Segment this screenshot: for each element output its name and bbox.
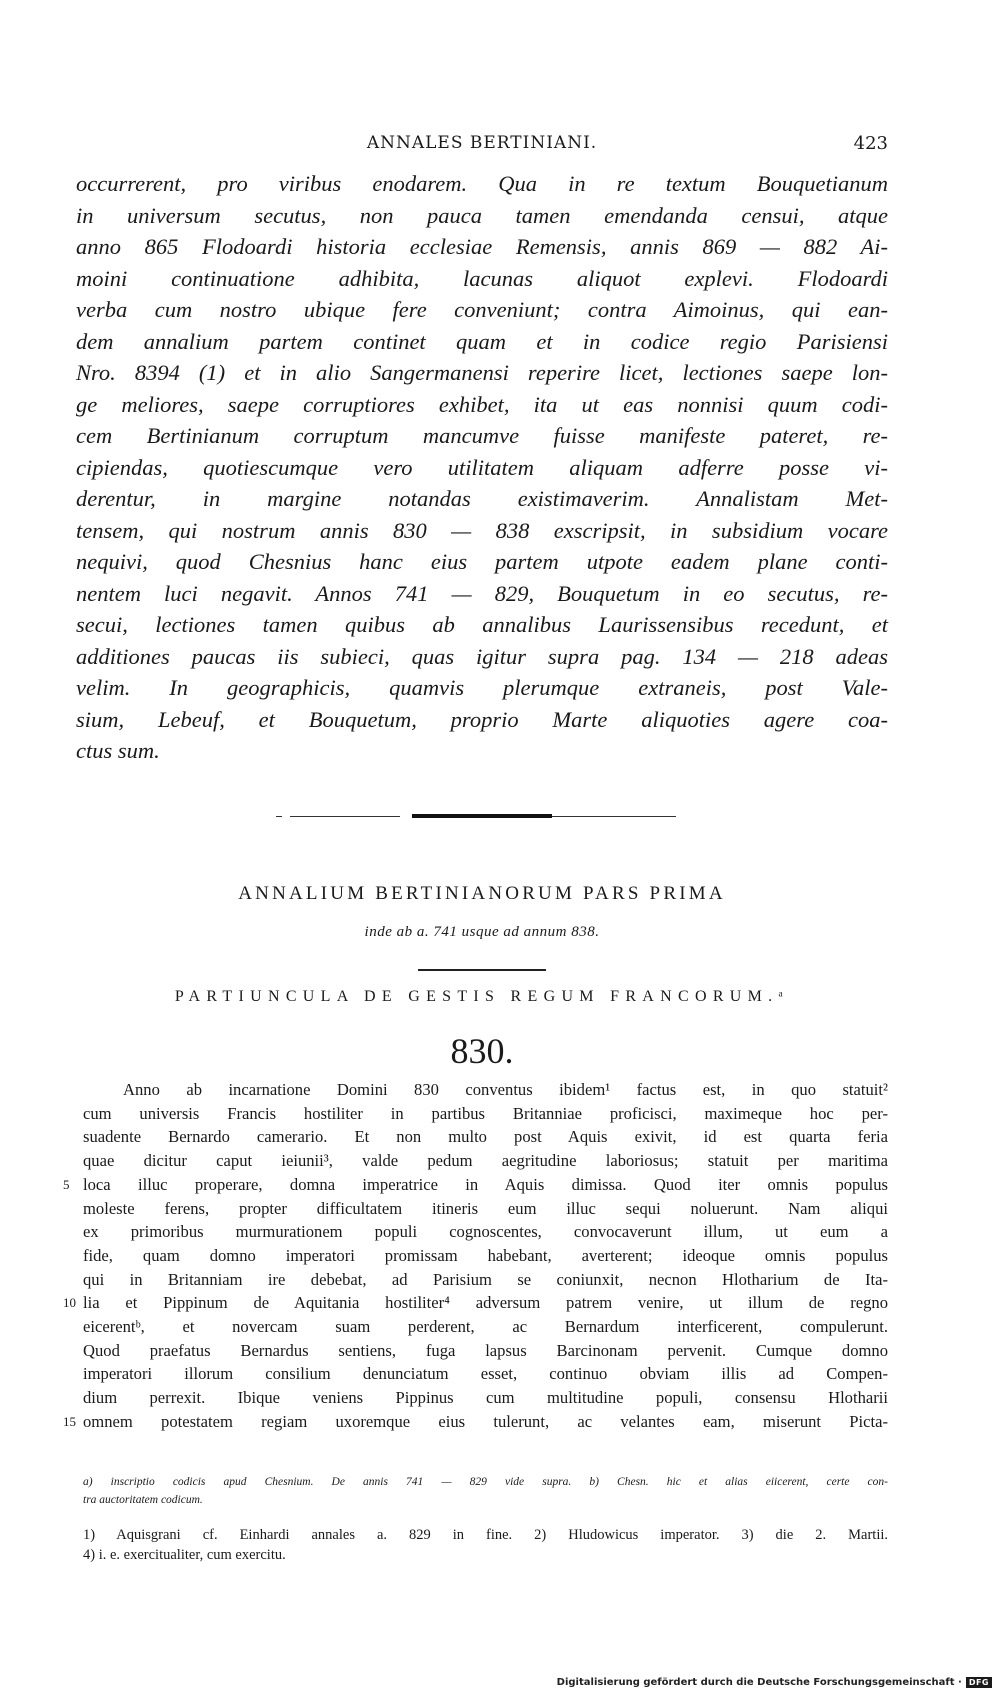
body-line-text: qui in Britanniam ire debebat, ad Parisium se coniunxit, necnon Hlotharium de Ita- [83,1269,888,1289]
preface-line: moini continuatione adhibita, lacunas aliquot explevi. Flodoardi [76,265,888,291]
body-line [63,1291,888,1315]
body-line-text: omnem potestatem regiam uxoremque eius tulerunt, ac velantes eam, miserunt Picta- [83,1411,888,1431]
body-line [83,1244,888,1268]
digitization-footer [557,1675,992,1689]
body-line-text: cum universis Francis hostiliter in partibus Britanniae proficisci, maximeque hoc per- [83,1103,888,1123]
section-title: ANNALIUM BERTINIANORUM PARS PRIMA [238,883,726,904]
body-line [63,1173,888,1197]
preface-line: anno 865 Flodoardi historia ecclesiae Remensis, annis 869 — 882 Ai- [76,234,888,259]
body-line-text: fide, quam domno imperatori promissam habebant, averterent; ideoque omnis populus [83,1245,888,1265]
body-line [83,1315,888,1339]
running-title: ANNALES BERTINIANI. [366,133,598,153]
explanatory-note-line: 1) Aquisgrani cf. Einhardi annales a. 829 in fine. 2) Hludowicus imperator. 3) die 2. Martii. [83,1527,888,1543]
preface-line: occurrerent, pro viribus enodarem. Qua in re textum Bouquetianum [76,171,888,196]
textual-note-line: a) inscriptio codicis apud Chesnium. De annis 741 — 829 vide supra. b) Chesn. hic et alias eiicerent, certe con- [83,1476,888,1488]
body-line-text: dium perrexit. Ibique veniens Pippinus cum multitudine populi, consensu Hlotharii [83,1388,888,1408]
section-divider [418,969,546,971]
running-head [76,133,888,159]
body-line-text: Anno ab incarnatione Domini 830 conventus ibidem¹ factus est, in quo statuit² [123,1080,888,1099]
body-line [83,1339,888,1363]
preface-line: derentur, in margine notandas existimaverim. Annalistam Met- [76,486,888,511]
preface-paragraph [76,168,888,767]
body-line-text: loca illuc properare, domna imperatrice in Aquis dimissa. Quod iter omnis populus [83,1174,888,1194]
preface-line: cipiendas, quotiescumque vero utilitatem aliquam adferre posse vi- [76,454,888,480]
body-line-text: suadente Bernardo camerario. Et non multo post Aquis exivit, id est quarta feria [83,1127,888,1147]
preface-line: cem Bertinianum corruptum mancumve fuisse manifeste pateret, re- [76,423,888,448]
partiuncula-heading: PARTIUNCULA DE GESTIS REGUM FRANCORUM.ᵃ [174,988,790,1005]
dfg-logo: DFG [966,1677,992,1688]
body-line [83,1102,888,1126]
line-number: 10 [63,1295,76,1311]
body-line [83,1268,888,1292]
explanatory-note-line: 4) i. e. exercitualiter, cum exercitu. [83,1547,286,1563]
explanatory-notes [83,1525,888,1565]
footer-text: Digitalisierung gefördert durch die Deutsche Forschungsgemeinschaft · [556,1676,962,1688]
body-line [83,1386,888,1410]
body-line-text: Quod praefatus Bernardus sentiens, fuga lapsus Barcinonam pervenit. Cumque domno [83,1340,888,1360]
preface-line: nequivi, quod Chesnius hanc eius partem utpote eadem plane conti- [76,549,888,574]
body-line-text: imperatori illorum consilium denunciatum esset, continuo obviam illis ad Compen- [83,1364,888,1384]
body-line-text: lia et Pippinum de Aquitania hostiliter⁴ adversum patrem venire, ut illum de regno [83,1293,888,1313]
preface-line: ge meliores, saepe corruptiores exhibet, ita ut eas nonnisi quum codi- [76,391,888,417]
body-text [63,1078,888,1434]
preface-line: Nro. 8394 (1) et in alio Sangermanensi reperire licet, lectiones saepe lon- [76,360,888,385]
preface-line: tensem, qui nostrum annis 830 — 838 exscripsit, in subsidium vocare [76,517,888,543]
page-number: 423 [853,133,888,154]
body-line [63,1410,888,1434]
body-line [83,1197,888,1221]
body-line [83,1125,888,1149]
preface-line: velim. In geographicis, quamvis plerumque extraneis, post Vale- [76,675,888,700]
line-number: 15 [63,1413,76,1429]
body-line [83,1149,888,1173]
preface-line: additiones paucas iis subieci, quas igitur supra pag. 134 — 218 adeas [76,643,888,669]
textual-note-line: tra auctoritatem codicum. [83,1494,203,1506]
preface-line: secui, lectiones tamen quibus ab annalibus Laurissensibus recedunt, et [76,612,888,637]
body-line [83,1362,888,1386]
body-line-text: eicerentᵇ, et novercam suam perderent, ac Bernardum interficerent, compulerunt. [83,1317,888,1337]
textual-notes [83,1473,888,1509]
preface-line: ctus sum. [76,738,160,763]
preface-line: nentem luci negavit. Annos 741 — 829, Bouquetum in eo secutus, re- [76,580,888,606]
line-number: 5 [63,1176,70,1192]
preface-line: dem annalium partem continet quam et in codice regio Parisiensi [76,328,888,354]
body-line-text: quae dicitur caput ieiunii³, valde pedum aegritudine laboriosus; statuit per maritima [83,1151,888,1171]
decorative-rule [276,813,676,819]
preface-line: sium, Lebeuf, et Bouquetum, proprio Marte aliquoties agere coa- [76,706,888,732]
preface-line: in universum secutus, non pauca tamen emendanda censui, atque [76,202,888,228]
preface-line: verba cum nostro ubique fere conveniunt; contra Aimoinus, qui ean- [76,297,888,322]
body-line-text: moleste ferens, propter difficultatem itineris eum illuc sequi noluerunt. Nam aliqui [83,1198,888,1218]
body-line [83,1078,888,1102]
body-line [83,1220,888,1244]
year-heading: 830. [450,1031,514,1071]
body-line-text: ex primoribus murmurationem populi cognoscentes, convocaverunt illum, ut eum a [83,1222,888,1242]
section-subtitle: inde ab a. 741 usque ad annum 838. [364,924,600,940]
